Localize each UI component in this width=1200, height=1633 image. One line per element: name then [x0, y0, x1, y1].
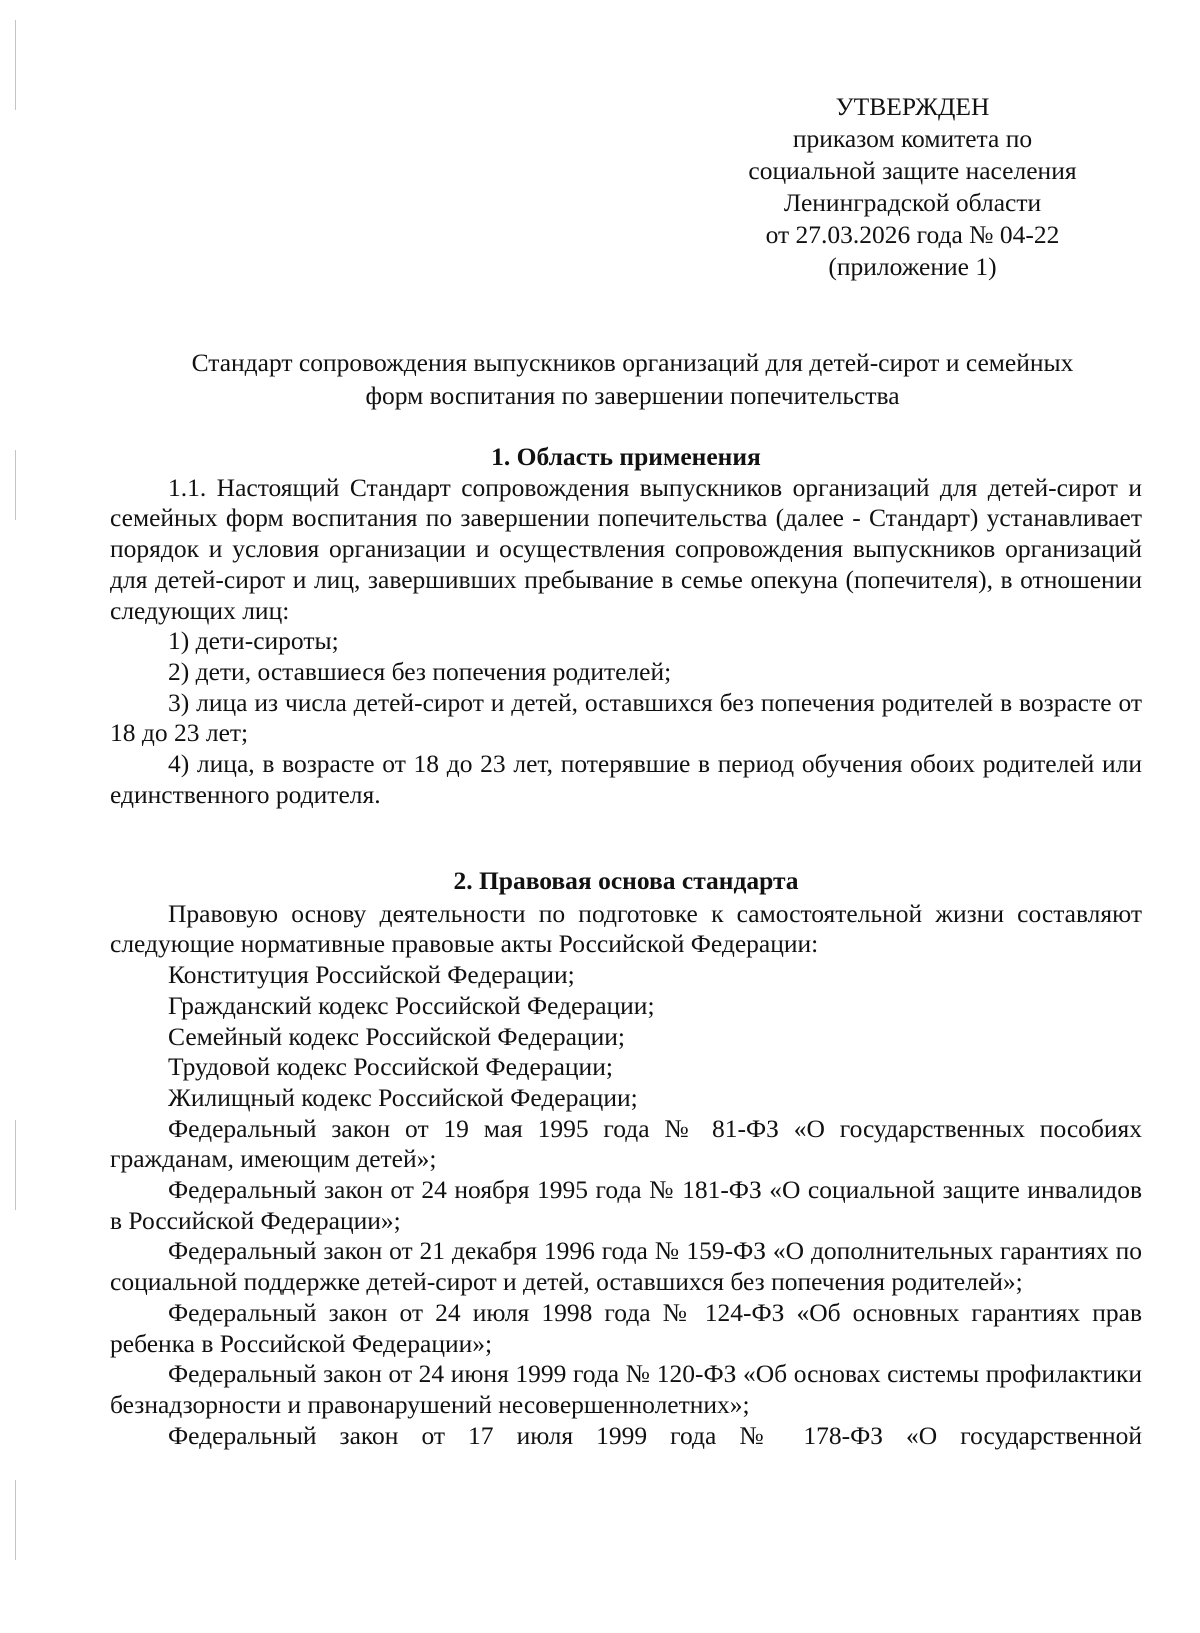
approval-line: социальной защите населения [748, 156, 1077, 185]
section-scope [110, 442, 1142, 810]
list-item: Конституция Российской Федерации; [168, 960, 575, 990]
approval-stamp-block [700, 91, 1125, 283]
list-item: 3) лица из числа детей-сирот и детей, оставшихся без попечения родителей в возрасте от 18 до 23 лет; [110, 687, 1142, 748]
approval-line: Ленинградской области [783, 188, 1042, 217]
approval-line: приказом комитета по [792, 124, 1033, 153]
list-item: 4) лица, в возрасте от 18 до 23 лет, потерявшие в период обучения обоих родителей или единственного родителя. [110, 749, 1142, 809]
law-item: Федеральный закон от 21 декабря 1996 года № 159-ФЗ «О дополнительных гарантиях по социальной поддержке детей-сирот и детей, оставшихся без попечения родителей»; [110, 1236, 1142, 1297]
list-item: 1) дети-сироты; [168, 626, 339, 656]
law-item: Федеральный закон от 17 июля 1999 года № 178-ФЗ «О государственной [168, 1420, 1142, 1450]
list-item: Жилищный кодекс Российской Федерации; [168, 1082, 638, 1112]
law-item: Федеральный закон от 24 ноября 1995 года № 181-ФЗ «О социальной защите инвалидов в Российской Федерации»; [110, 1175, 1142, 1235]
document-title-line: Стандарт сопровождения выпускников организаций для детей-сирот и семейных [191, 348, 1074, 377]
section-heading: 2. Правовая основа стандарта [453, 866, 799, 895]
scan-edge-line [15, 450, 16, 520]
paragraph: 1.1. Настоящий Стандарт сопровождения выпускников организаций для детей-сирот и семейных форм воспитания по завершении попечительства (далее - Стандарт) устанавливает порядок и условия организации и осуществления сопровождения выпускников организаций для детей-сирот и лиц, завершивших пребывание в семье опекуна (попечителя), в отношении следующих лиц: [110, 472, 1142, 625]
document-title [110, 346, 1155, 412]
law-item: Федеральный закон от 24 июня 1999 года № 120-ФЗ «Об основах системы профилактики безнадзорности и правонарушений несовершеннолетних»; [110, 1359, 1142, 1419]
list-item: Гражданский кодекс Российской Федерации; [168, 990, 655, 1020]
paragraph: Правовую основу деятельности по подготовке к самостоятельной жизни составляют следующие нормативные правовые акты Российской Федерации: [110, 898, 1142, 959]
approval-title: УТВЕРЖДЕН [835, 92, 990, 121]
section-legal-basis [110, 866, 1142, 1451]
section-heading: 1. Область применения [491, 442, 761, 471]
scan-edge-line [15, 1120, 16, 1210]
scan-edge-line [15, 1480, 16, 1560]
law-item: Федеральный закон от 24 июля 1998 года № 124-ФЗ «Об основных гарантиях прав ребенка в Российской Федерации»; [110, 1297, 1142, 1358]
list-item: 2) дети, оставшиеся без попечения родителей; [168, 656, 672, 686]
approval-order-date: от 27.03.2026 года № 04-22 [765, 220, 1060, 249]
law-item: Федеральный закон от 19 мая 1995 года № 81-ФЗ «О государственных пособиях гражданам, имеющим детей»; [110, 1113, 1142, 1174]
list-item: Трудовой кодекс Российской Федерации; [168, 1052, 613, 1082]
document-title-line: форм воспитания по завершении попечительства [365, 381, 900, 410]
list-item: Семейный кодекс Российской Федерации; [168, 1021, 625, 1051]
scan-edge-line [15, 20, 16, 110]
approval-appendix: (приложение 1) [828, 252, 997, 281]
